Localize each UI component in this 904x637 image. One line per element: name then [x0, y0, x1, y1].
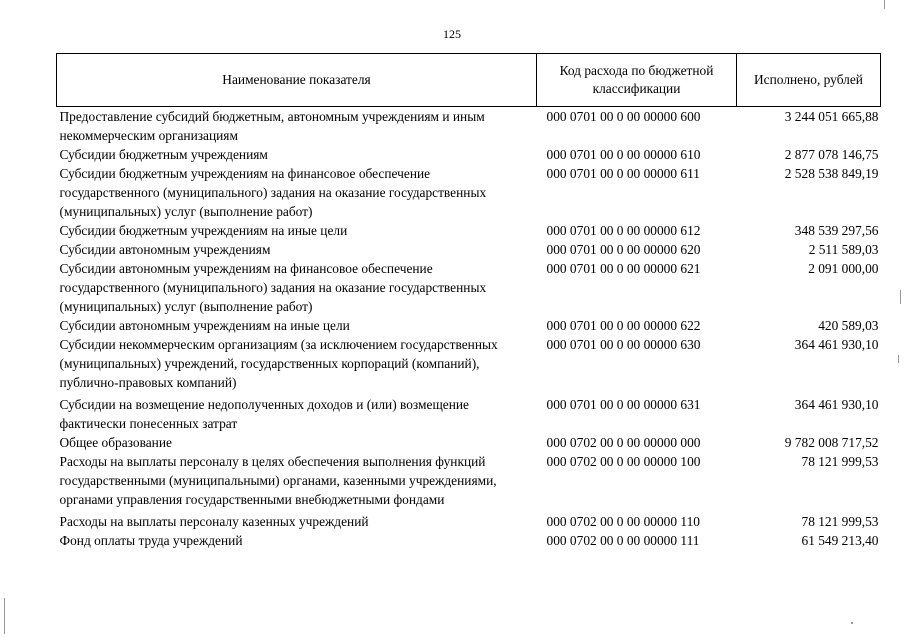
- header-code: Код расхода по бюджетной классификации: [537, 54, 737, 107]
- row-name: Общее образование: [59, 435, 172, 450]
- table-row: [57, 164, 881, 221]
- row-sum: 3 244 051 665,88: [784, 109, 879, 124]
- row-name: Субсидии некоммерческим организациям (за исключением государственных (муниципальных) учреждений, государственных корпораций (компаний), публично-правовых компаний): [59, 337, 498, 390]
- row-sum: 2 877 078 146,75: [784, 147, 879, 162]
- table-row: [57, 335, 881, 392]
- table-row: [57, 509, 881, 531]
- row-sum: 78 121 999,53: [801, 454, 879, 469]
- row-name: Субсидии автономным учреждениям на иные цели: [59, 318, 350, 333]
- header-sum: Исполнено, рублей: [737, 54, 881, 107]
- row-sum: 420 589,03: [818, 318, 879, 333]
- row-code: 000 0702 00 0 00 00000 100: [546, 454, 701, 469]
- row-code: 000 0701 00 0 00 00000 621: [546, 261, 701, 276]
- table-row: [57, 531, 881, 550]
- table-row: [57, 240, 881, 259]
- row-code: 000 0701 00 0 00 00000 622: [546, 318, 701, 333]
- row-sum: 364 461 930,10: [794, 397, 879, 412]
- row-name: Субсидии бюджетным учреждениям на иные цели: [59, 223, 348, 238]
- row-code: 000 0702 00 0 00 00000 000: [546, 435, 701, 450]
- row-sum: 9 782 008 717,52: [784, 435, 879, 450]
- table-row: [57, 316, 881, 335]
- row-code: 000 0702 00 0 00 00000 110: [546, 514, 700, 529]
- row-sum: 348 539 297,56: [794, 223, 879, 238]
- row-sum: 2 091 000,00: [808, 261, 879, 276]
- row-code: 000 0701 00 0 00 00000 612: [546, 223, 701, 238]
- table-row: [57, 392, 881, 433]
- page-number: 125: [443, 27, 461, 41]
- row-sum: 364 461 930,10: [794, 337, 879, 352]
- row-name: Субсидии на возмещение недополученных доходов и (или) возмещение фактически понесенных затрат: [59, 397, 469, 431]
- row-name: Субсидии автономным учреждениям на финансовое обеспечение государственного (муниципального) задания на оказание государственных (муниципальных) услуг (выполнение работ): [59, 261, 487, 314]
- row-sum: 2 511 589,03: [808, 242, 879, 257]
- scan-edge-mark: [900, 290, 901, 304]
- row-name: Предоставление субсидий бюджетным, автономным учреждениям и иным некоммерческим организациям: [59, 109, 485, 143]
- row-code: 000 0701 00 0 00 00000 611: [546, 166, 700, 181]
- row-code: 000 0701 00 0 00 00000 600: [546, 109, 701, 124]
- scan-dot: [851, 622, 853, 624]
- table-header-row: [57, 54, 881, 107]
- table-row: [57, 221, 881, 240]
- table-row: [57, 452, 881, 509]
- row-code: 000 0702 00 0 00 00000 111: [546, 533, 700, 548]
- row-sum: 2 528 538 849,19: [784, 166, 879, 181]
- header-name: Наименование показателя: [57, 54, 537, 107]
- row-sum: 78 121 999,53: [801, 514, 879, 529]
- row-name: Субсидии автономным учреждениям: [59, 242, 271, 257]
- row-name: Субсидии бюджетным учреждениям на финансовое обеспечение государственного (муниципального) задания на оказание государственных (муниципальных) услуг (выполнение работ): [59, 166, 487, 219]
- row-code: 000 0701 00 0 00 00000 630: [546, 337, 701, 352]
- budget-table: [56, 53, 881, 550]
- row-code: 000 0701 00 0 00 00000 631: [546, 397, 701, 412]
- table-row: [57, 433, 881, 452]
- scan-edge-mark: [884, 0, 885, 9]
- scan-edge-mark: [4, 598, 5, 634]
- row-code: 000 0701 00 0 00 00000 620: [546, 242, 701, 257]
- table-row: [57, 145, 881, 164]
- row-name: Фонд оплаты труда учреждений: [59, 533, 243, 548]
- row-name: Субсидии бюджетным учреждениям: [59, 147, 268, 162]
- row-name: Расходы на выплаты персоналу казенных учреждений: [59, 514, 369, 529]
- row-sum: 61 549 213,40: [801, 533, 879, 548]
- table-row: [57, 107, 881, 146]
- row-name: Расходы на выплаты персоналу в целях обеспечения выполнения функций государственными (муниципальными) органами, казенными учреждениями, органами управления государственными внебюджетными фондами: [59, 454, 497, 507]
- scan-edge-mark: [898, 355, 899, 363]
- table-row: [57, 259, 881, 316]
- row-code: 000 0701 00 0 00 00000 610: [546, 147, 701, 162]
